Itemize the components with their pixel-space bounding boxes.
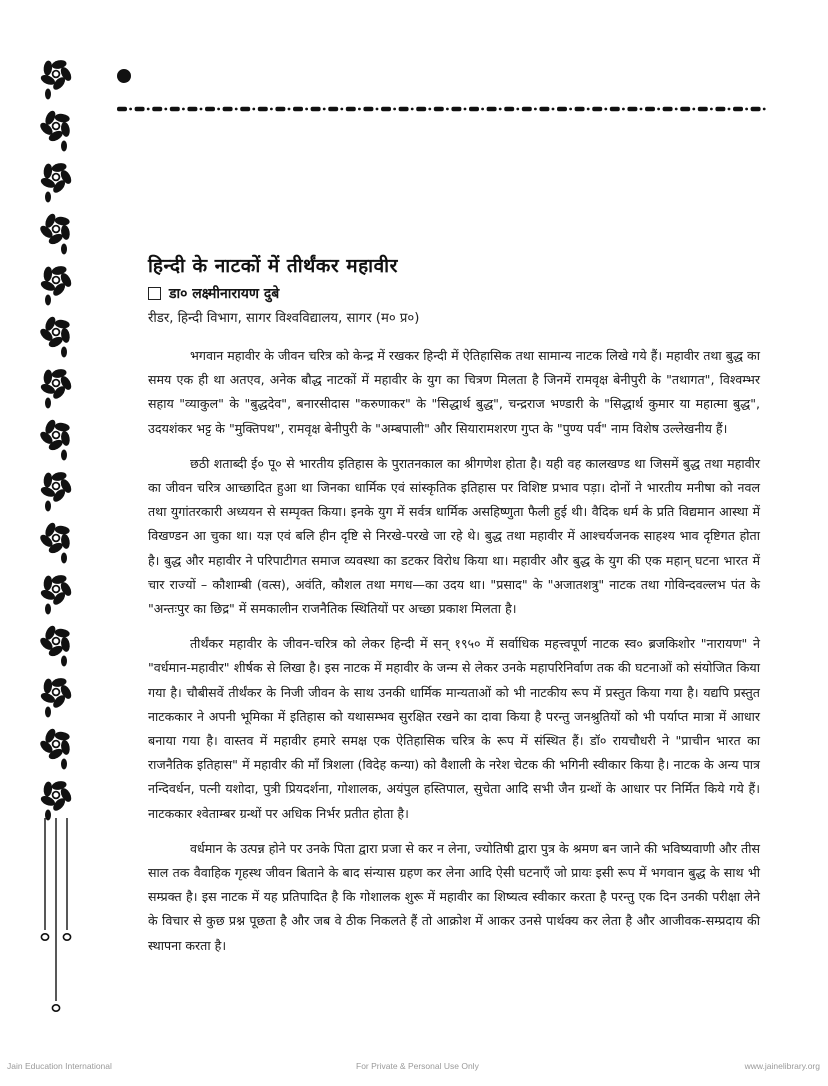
footer-publisher: Jain Education International <box>7 1061 112 1071</box>
article-title: हिन्दी के नाटकों में तीर्थंकर महावीर <box>148 255 398 277</box>
footer-usage-note: For Private & Personal Use Only <box>356 1061 479 1071</box>
paragraph: भगवान महावीर के जीवन चरित्र को केन्द्र में रखकर हिन्दी में ऐतिहासिक तथा सामान्य नाटक लिखे गये हैं। महावीर तथा बुद्ध का समय एक ही था अतएव, अनेक बौद्ध नाटकों में महावीर के युग का चित्रण मिलता है जिनमें रामवृक्ष बेनीपुरी के "तथागत", विश्वम्भर सहाय "व्याकुल" के "बुद्धदेव", बनारसीदास "करुणाकर" के "सिद्धार्थ बुद्ध", चन्द्रराज भण्डारी के "सिद्धार्थ कुमार या महात्मा बुद्ध", उदयशंकर भट्ट के "मुक्तिपथ", रामवृक्ष बेनीपुरी के "अम्बपाली" और सियारामशरण गुप्त के "पुण्य पर्व" नाम विशेष उल्लेखनीय हैं। <box>148 348 760 436</box>
rosette-ornament-icon <box>38 52 74 102</box>
paragraph: छठी शताब्दी ई० पू० से भारतीय इतिहास के पुरातनकाल का श्रीगणेश होता है। यही वह कालखण्ड था जिसमें बुद्ध तथा महावीर का जीवन चरित्र आच्छादित हुआ था जिनका धार्मिक एवं सांस्कृतिक इतिहास पर विशिष्ट प्रभाव पड़ा। दोनों ने भारतीय मनीषा को नवल तथा युगांतरकारी अध्ययन से सम्पृक्त किया। इनके युग में सर्वत्र धार्मिक असहिष्णुता फैली हुई थी। वैदिक धर्म के प्रति विद्यमान आस्था में विखण्डन आ चुका था। यज्ञ एवं बलि हीन दृष्टि से निरखे-परखे जा रहे थे। बुद्ध तथा महावीर में आश्चर्यजनक साहश्य भाव दृष्टिगत होता है। बुद्ध और महावीर ने परिपाटीगत समाज व्यवस्था का डटकर विरोध किया था। महावीर और बुद्ध के युग की एक महान् घटना भारत में चार राज्यों – कौशाम्बी (वत्स), अवंति, कौशल तथा मगध—का उदय था। "प्रसाद" के "अजातशत्रु" नाटक तथा गोविन्दवल्लभ पंत के "अन्तःपुर का छिद्र" में समकालीन राजनैतिक स्थितियों पर अच्छा प्रकाश मिलता है। <box>148 455 760 617</box>
rosette-ornament-icon <box>38 464 74 514</box>
paragraph: वर्धमान के उत्पन्न होने पर उनके पिता द्वारा प्रजा से कर न लेना, ज्योतिषी द्वारा पुत्र के श्रमण बन जाने की भविष्यवाणी और तीस साल तक वैवाहिक गृहस्थ जीवन बिताने के बाद संन्यास ग्रहण कर लेना आदि ऐसी घटनाएँ जो प्रायः इसी रूप में भगवान बुद्ध के साथ भी सम्प्रक्त है। इस नाटक में यह प्रतिपादित है कि गोशालक शुरू में महावीर का शिष्यत्व स्वीकार करता है परन्तु एक दिन उनकी परीक्षा लेने के विचार से कुछ प्रश्न पूछता है और जब वे ठीक निकलते हैं तो आक्रोश में आकर उनसे पार्थक्य कर लेता है और आजीवक-सम्प्रदाय की स्थापना करता है। <box>148 840 760 953</box>
decorative-border <box>38 52 74 832</box>
checkbox-square-icon <box>148 287 161 300</box>
rosette-ornament-icon <box>38 619 74 669</box>
rosette-ornament-icon <box>38 567 74 617</box>
author-affiliation: रीडर, हिन्दी विभाग, सागर विश्वविद्यालय, सागर (म० प्र०) <box>148 311 420 326</box>
paragraph: तीर्थंकर महावीर के जीवन-चरित्र को लेकर हिन्दी में सन् १९५० में सर्वाधिक महत्त्वपूर्ण नाटक स्व० ब्रजकिशोर "नारायण" ने "वर्धमान-महावीर" शीर्षक से लिखा है। इस नाटक में महावीर के जन्म से लेकर उनके महापरिनिर्वाण तक की घटनाओं को संयोजित किया गया है। चौबीसवें तीर्थंकर के निजी जीवन के साथ उनकी धार्मिक मान्यताओं को भी नाटकीय रूप में प्रस्तुत किया गया है। यद्यपि प्रस्तुत नाटककार ने अपनी भूमिका में इतिहास को यथासम्भव सुरक्षित रखने का दावा किया है परन्तु जनश्रुतियों को भी पर्याप्त मात्रा में आधार बनाया गया है। वास्तव में महावीर हमारे समक्ष एक ऐतिहासिक चरित्र के रूप में संस्थित हैं। डॉ० रायचौधरी ने "प्राचीन भारत का राजनैतिक इतिहास" में महावीर की माँ त्रिशला (विदेह कन्या) को वैशाली के नरेश चेटक की भगिनी स्वीकार किया है। नाटक के अन्य पात्र नन्दिवर्धन, पत्नी यशोदा, पुत्री प्रियदर्शना, गोशालक, अयंपुल हस्तिपाल, सुचेता आदि सभी जैन ग्रन्थों के आधार पर निर्मित किये गये हैं। नाटककार श्वेताम्बर ग्रन्थों पर अधिक निर्भर प्रतीत होता है। <box>148 636 760 821</box>
author-name: डा० लक्ष्मीनारायण दुबे <box>169 286 280 302</box>
rosette-ornament-icon <box>38 310 74 360</box>
rosette-ornament-icon <box>38 104 74 154</box>
rosette-ornament-icon <box>38 258 74 308</box>
rosette-ornament-icon <box>38 773 74 823</box>
rosette-ornament-icon <box>38 155 74 205</box>
footer-website-link[interactable]: www.jainelibrary.org <box>744 1061 820 1071</box>
rosette-ornament-icon <box>38 207 74 257</box>
rosette-ornament-icon <box>38 516 74 566</box>
rosette-ornament-icon <box>38 722 74 772</box>
author-line <box>148 284 279 303</box>
rosette-ornament-icon <box>38 361 74 411</box>
rosette-ornament-icon <box>38 670 74 720</box>
bullet-dot-icon <box>117 69 131 83</box>
border-stems-ornament <box>38 818 74 1028</box>
dot-dash-rule <box>117 106 770 112</box>
article-body <box>148 344 760 969</box>
rosette-ornament-icon <box>38 413 74 463</box>
